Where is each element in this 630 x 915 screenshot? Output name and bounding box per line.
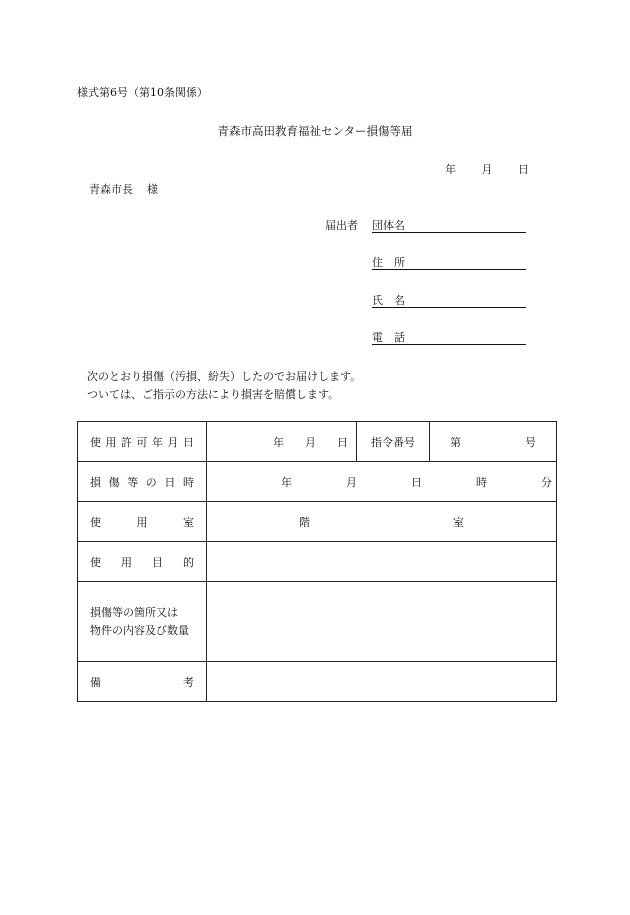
table-row bbox=[78, 422, 557, 462]
permit-month: 月 bbox=[305, 435, 316, 449]
distributed-label: 使 用 目 的 bbox=[90, 555, 194, 569]
phone-label: 電 話 bbox=[372, 331, 405, 344]
name-field[interactable] bbox=[372, 292, 526, 308]
address-label: 住 所 bbox=[372, 256, 405, 269]
remarks-cell[interactable] bbox=[207, 662, 557, 702]
damage-minute: 分 bbox=[541, 475, 552, 489]
damage-year: 年 bbox=[281, 475, 292, 489]
row-label-damage-details bbox=[78, 582, 207, 662]
damage-details-cell[interactable] bbox=[207, 582, 557, 662]
form-number: 様式第6号（第10条関係） bbox=[77, 86, 208, 99]
damage-hour: 時 bbox=[476, 475, 487, 489]
table-row bbox=[78, 502, 557, 542]
damage-details-label-line1: 損傷等の箇所又は bbox=[90, 605, 178, 619]
damage-details-label-line2: 物件の内容及び数量 bbox=[90, 623, 189, 637]
room-cell[interactable] bbox=[207, 502, 557, 542]
permit-year: 年 bbox=[273, 435, 284, 449]
phone-field[interactable] bbox=[372, 329, 526, 345]
date-month: 月 bbox=[481, 163, 493, 176]
purpose-cell[interactable] bbox=[207, 542, 557, 582]
permit-date-cell[interactable] bbox=[207, 422, 357, 462]
distributed-label: 損 傷 等 の 日 時 bbox=[90, 475, 194, 489]
table-row bbox=[78, 582, 557, 662]
row-label-permit-date bbox=[78, 422, 207, 462]
row-label-purpose bbox=[78, 542, 207, 582]
floor-unit: 階 bbox=[299, 515, 310, 529]
distributed-label: 使 用 許 可 年 月 日 bbox=[90, 435, 194, 449]
table-row bbox=[78, 662, 557, 702]
date-year: 年 bbox=[445, 163, 456, 176]
addressee-honorific: 様 bbox=[147, 183, 158, 196]
table-row bbox=[78, 542, 557, 582]
directive-number-cell[interactable] bbox=[430, 422, 557, 462]
statement-line: ついては、ご指示の方法により損害を賠償します。 bbox=[87, 388, 340, 401]
distributed-label: 備 考 bbox=[90, 675, 194, 689]
directive-number-label: 指令番号 bbox=[357, 422, 430, 462]
submitter-label: 届出者 bbox=[325, 219, 358, 232]
organization-name-field[interactable] bbox=[372, 217, 526, 233]
damage-day: 日 bbox=[411, 475, 422, 489]
row-label-remarks bbox=[78, 662, 207, 702]
name-label: 氏 名 bbox=[372, 294, 405, 307]
number-prefix: 第 bbox=[450, 435, 461, 449]
permit-day: 日 bbox=[337, 435, 348, 449]
damage-report-table bbox=[77, 421, 557, 702]
row-label-room bbox=[78, 502, 207, 542]
address-field[interactable] bbox=[372, 254, 526, 270]
addressee-name: 青森市長 bbox=[89, 183, 133, 196]
date-day: 日 bbox=[518, 163, 529, 176]
table-row bbox=[78, 462, 557, 502]
submission-date bbox=[445, 161, 529, 177]
distributed-label: 使 用 室 bbox=[90, 515, 194, 529]
statement bbox=[87, 368, 361, 404]
damage-datetime-cell[interactable] bbox=[207, 462, 557, 502]
addressee bbox=[89, 181, 158, 197]
statement-line: 次のとおり損傷（汚損、紛失）したのでお届けします。 bbox=[87, 370, 362, 383]
number-suffix: 号 bbox=[525, 435, 536, 449]
damage-month: 月 bbox=[346, 475, 357, 489]
organization-name-label: 団体名 bbox=[372, 219, 405, 232]
row-label-damage-datetime bbox=[78, 462, 207, 502]
page-title: 青森市高田教育福祉センター損傷等届 bbox=[217, 124, 413, 138]
room-unit: 室 bbox=[453, 515, 464, 529]
